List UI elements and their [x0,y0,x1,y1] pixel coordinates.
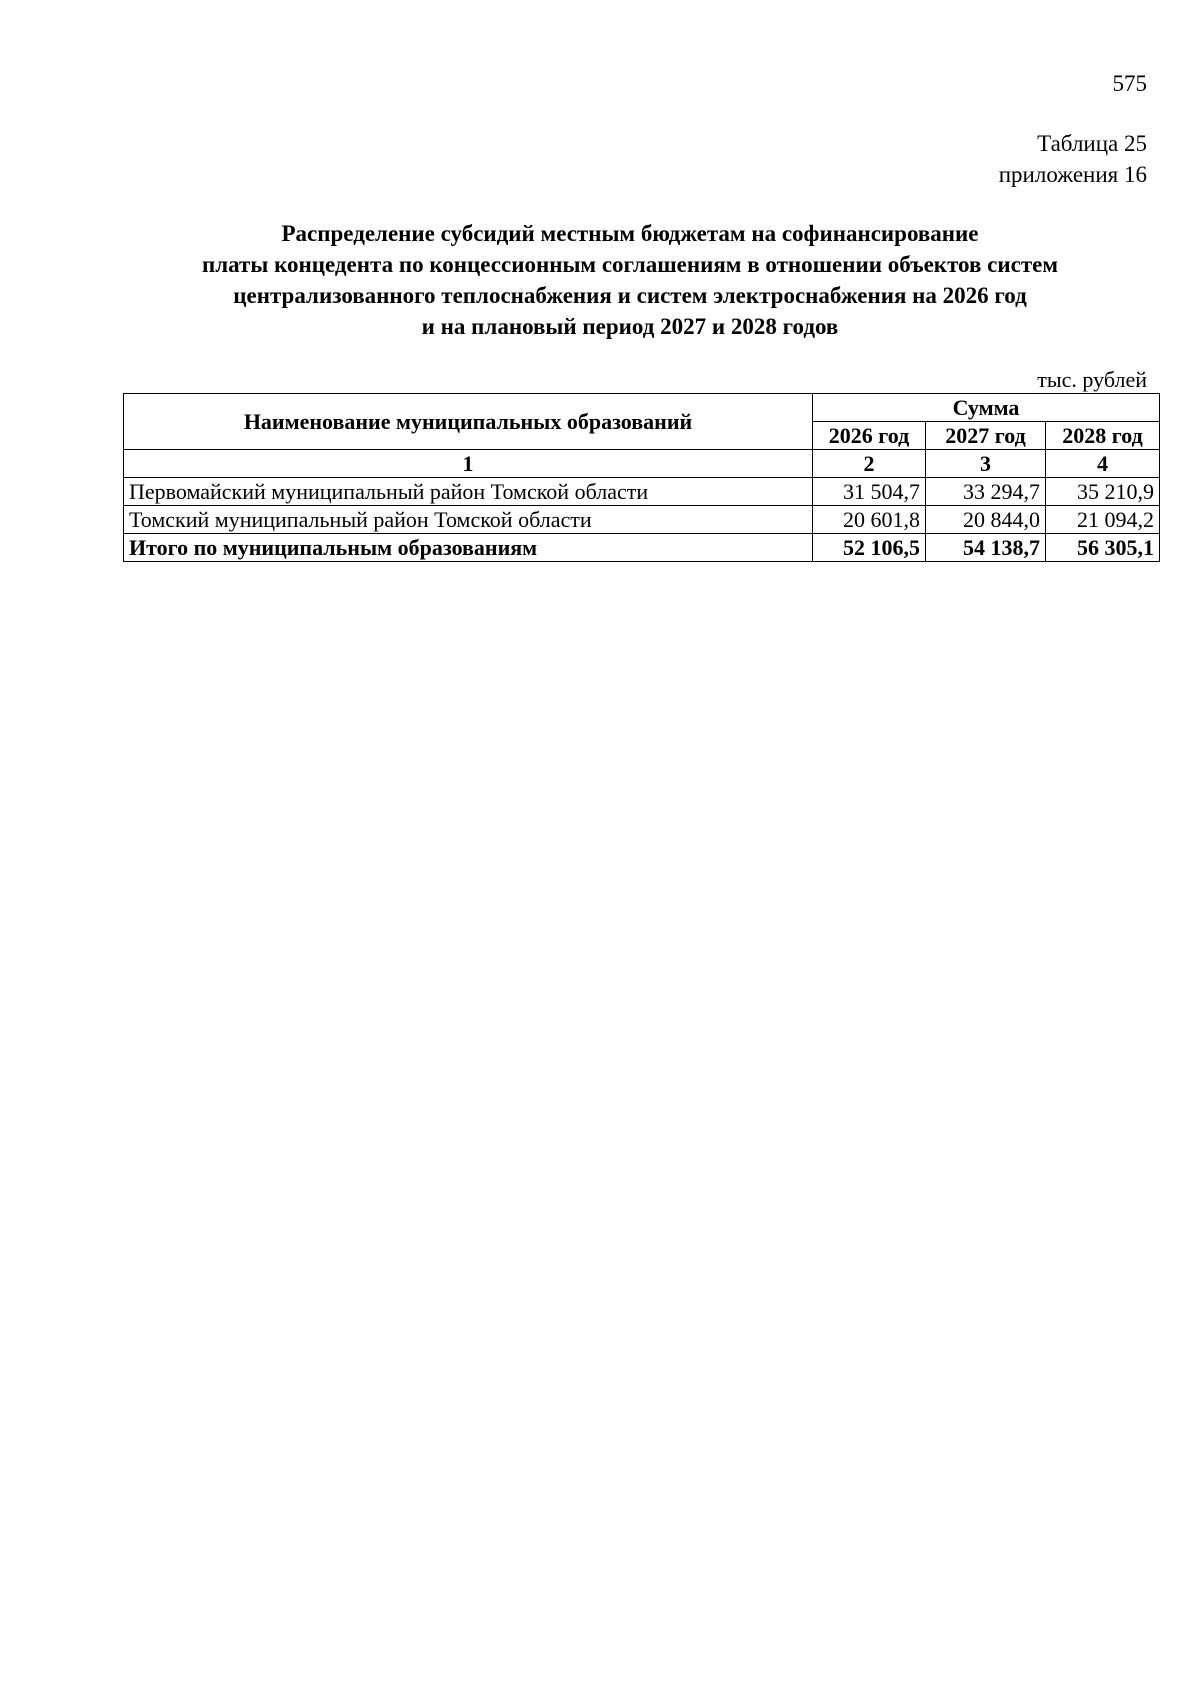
total-label: Итого по муниципальным образованиям [124,534,813,562]
municipality-name: Первомайский муниципальный район Томской области [124,478,813,506]
amount-2026: 31 504,7 [813,478,926,506]
table-header-row [124,394,1160,422]
document-title [100,218,1160,342]
title-line: Распределение субсидий местным бюджетам на софинансирование [281,221,979,246]
column-number: 3 [926,450,1046,478]
header-year-2027: 2027 год [926,422,1046,450]
header-year-2026: 2026 год [813,422,926,450]
header-year-2028: 2028 год [1046,422,1160,450]
table-row [124,506,1160,534]
column-number-row [124,450,1160,478]
table-reference-line: Таблица 25 [1037,131,1147,156]
amount-2028: 21 094,2 [1046,506,1160,534]
amount-2026: 20 601,8 [813,506,926,534]
total-row [124,534,1160,562]
page-number: 575 [1112,71,1147,96]
amount-2028: 35 210,9 [1046,478,1160,506]
header-sum: Сумма [813,394,1160,422]
table-row [124,478,1160,506]
column-number: 4 [1046,450,1160,478]
total-amount-2026: 52 106,5 [813,534,926,562]
title-line: централизованного теплоснабжения и систем электроснабжения на 2026 год [233,283,1027,308]
total-amount-2028: 56 305,1 [1046,534,1160,562]
units-label: тыс. рублей [1037,367,1147,392]
subsidy-table [123,393,1160,562]
header-municipality-name: Наименование муниципальных образований [124,394,813,450]
table-reference [999,128,1147,190]
appendix-reference-line: приложения 16 [998,162,1147,187]
municipality-name: Томский муниципальный район Томской области [124,506,813,534]
title-line: и на плановый период 2027 и 2028 годов [421,314,839,339]
total-amount-2027: 54 138,7 [926,534,1046,562]
title-line: платы концедента по концессионным соглашениям в отношении объектов систем [202,252,1058,277]
amount-2027: 20 844,0 [926,506,1046,534]
amount-2027: 33 294,7 [926,478,1046,506]
column-number: 1 [124,450,813,478]
column-number: 2 [813,450,926,478]
